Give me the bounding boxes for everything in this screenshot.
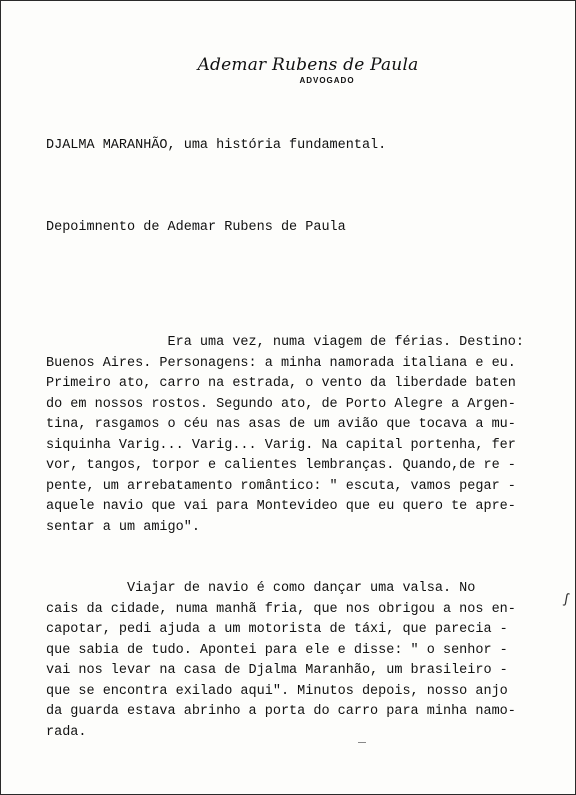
document-title: DJALMA MARANHÃO, uma história fundamental. [46, 138, 387, 153]
document-subtitle: Depoimnento de Ademar Rubens de Paula [46, 220, 346, 235]
paragraph-2: Viajar de navio é como dançar uma valsa. No cais da cidade, numa manhã fria, que nos obrigou a nos en- capotar, pedi ajuda a um motorista de táxi, que parecia - que sabia de tudo. Apontei para ele e disse: " o senhor - vai nos levar na casa de Djalma Maranhão, um brasileiro - que se encontra exilado aqui". Minutos depois, nosso anjo da guarda estava abrinho a porta do carro para minha namo- rada. [46, 581, 516, 740]
handwritten-margin-mark: ʃ [560, 591, 572, 609]
letterhead-name: Ademar Rubens de Paula [197, 55, 419, 75]
letterhead [1, 55, 575, 85]
page-speck [358, 742, 366, 743]
paragraph-1: Era uma vez, numa viagem de férias. Destino: Buenos Aires. Personagens: a minha namorada italiana e eu. Primeiro ato, carro na estrada, o vento da liberdade baten do em nossos rostos. Segundo ato, de Porto Alegre a Argen- tina, rasgamos o céu nas asas de um avião que tocava a mu- siquinha Varig... Varig... Varig. Na capital portenha, fer vor, tangos, torpor e calientes lembranças. Quando,de re - pente, um arrebatamento romântico: " escuta, vamos pegar - aquele navio que vai para Montevideo que eu quero te apre- sentar a um amigo". [46, 335, 524, 535]
letterhead-title: ADVOGADO [299, 76, 355, 85]
document-body [46, 292, 546, 784]
